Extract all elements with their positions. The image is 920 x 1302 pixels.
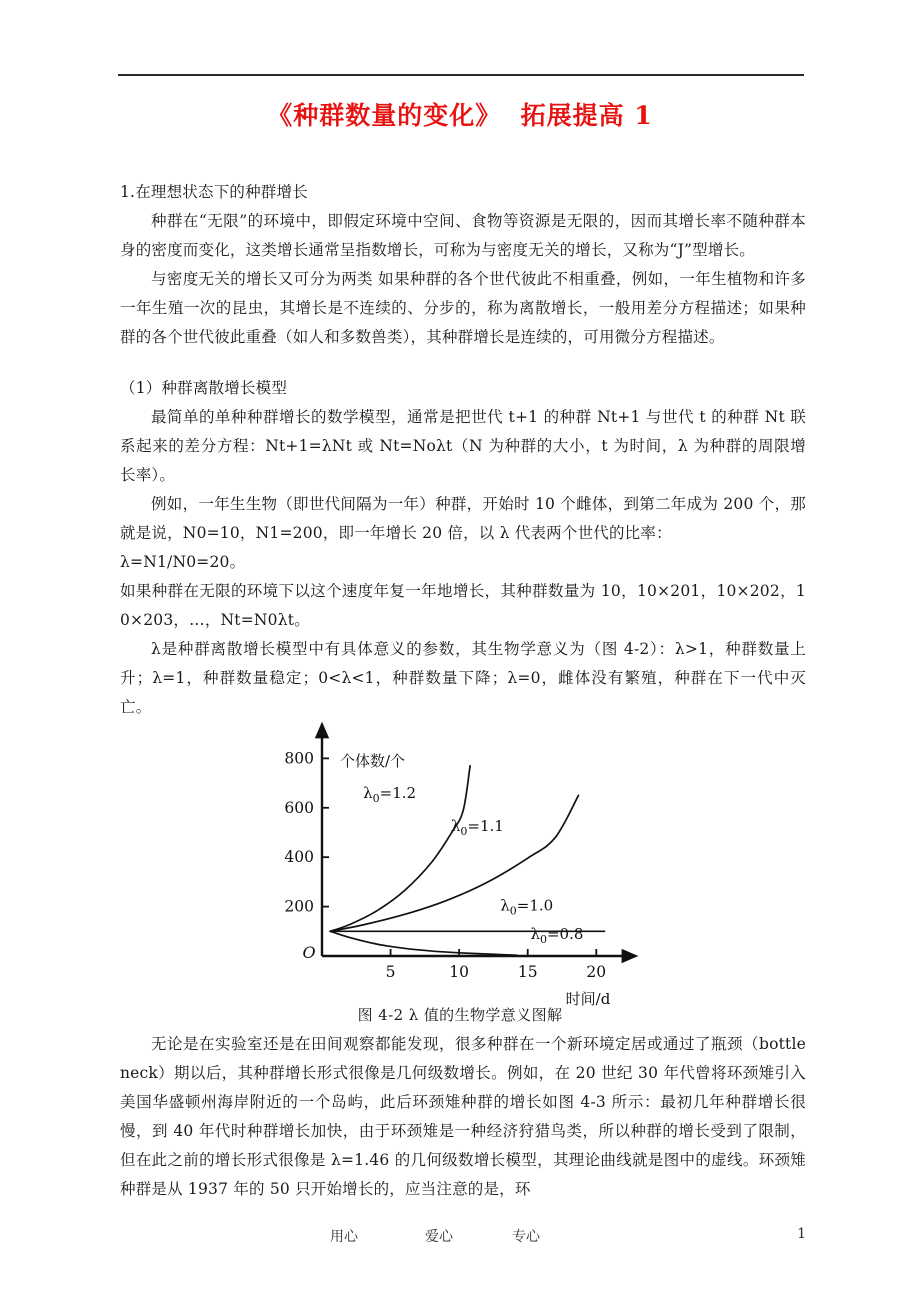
section-heading-2: （1）种群离散增长模型 — [120, 379, 288, 397]
figure-canvas — [280, 718, 640, 1008]
section-heading-1: 1.在理想状态下的种群增长 — [120, 183, 308, 201]
curve-annotation: $\lambda_0=1.1$ — [450, 817, 504, 839]
figure-caption: 图 4-2 λ 值的生物学意义图解 — [357, 1006, 563, 1024]
footer-slot-3: 专心 — [512, 1229, 540, 1245]
curve-annotation: $\lambda_0=1.0$ — [500, 896, 554, 918]
lambda-growth-chart — [280, 718, 640, 1008]
body-text-column — [120, 178, 806, 722]
paragraph-3: 最简单的单种种群增长的数学模型，通常是把世代 t+1 的种群 Nt+1 与世代 t 的种群 Nt 联系起来的差分方程：Nt+1=λNt 或 Nt=Noλt（N 为种群的大小，t 为时间，λ 为种群的周限增长率）。 — [120, 408, 806, 484]
footer-slot-2: 爱心 — [425, 1229, 453, 1245]
x-tick-label: 15 — [517, 963, 538, 981]
header-rule — [118, 74, 804, 76]
paragraph-4: 例如，一年生生物（即世代间隔为一年）种群，开始时 10 个雌体，到第二年成为 200 个，那就是说，N0=10，N1=200，即一年增长 20 倍，以 λ 代表两个世代的比率： — [120, 495, 806, 542]
x-tick-label: 5 — [385, 963, 396, 981]
paragraph-spacer — [120, 352, 806, 374]
y-tick-label: 800 — [284, 749, 314, 768]
paragraph-7: λ是种群离散增长模型中有具体意义的参数，其生物学意义为（图 4-2）：λ>1，种群数量上升；λ=1，种群数量稳定；0<λ<1，种群数量下降；λ=0，雌体没有繁殖，种群在下一代中灭亡。 — [120, 640, 806, 716]
page-footer — [120, 1226, 806, 1248]
x-axis-label: 时间/d — [565, 990, 611, 1008]
y-axis-label: 个体数/个 — [340, 752, 406, 770]
tail-text-column — [120, 1030, 806, 1204]
paragraph-8: 无论是在实验室还是在田间观察都能发现，很多种群在一个新环境定居或通过了瓶颈（bottle neck）期以后，其种群增长形式很像是几何级数增长。例如，在 20 世纪 30 年代曾将环颈雉引入美国华盛顿州海岸附近的一个岛屿，此后环颈雉种群的增长如图 4-3 所示：最初几年种群增长很慢，到 40 年代时种群增长加快，由于环颈雉是一种经济狩猎鸟类，所以种群的增长受到了限制，但在此之前的增长形式很像是 λ=1.46 的几何级数增长模型，其理论曲线就是图中的虚线。环颈雉种群是从 1937 年的 50 只开始增长的，应当注意的是，环 — [120, 1035, 806, 1198]
paragraph-5: λ=N1/N0=20。 — [120, 553, 246, 571]
page-number: 1 — [797, 1226, 806, 1242]
x-tick-label: 10 — [449, 963, 470, 981]
paragraph-1: 种群在“无限”的环境中，即假定环境中空间、食物等资源是无限的，因而其增长率不随种群本身的密度而变化，这类增长通常呈指数增长，可称为与密度无关的增长，又称为“J”型增长。 — [120, 212, 806, 259]
y-tick-label: 400 — [284, 848, 314, 867]
x-tick-label: 20 — [586, 963, 607, 981]
paragraph-6: 如果种群在无限的环境下以这个速度年复一年地增长，其种群数量为 10，10×201，10×202，10×203，…，Nt=N0λt。 — [120, 582, 806, 629]
page-title: 《种群数量的变化》 拓展提高 1 — [267, 101, 653, 130]
figure-4-2 — [0, 718, 920, 1008]
footer-slot-1: 用心 — [330, 1229, 358, 1245]
paragraph-2: 与密度无关的增长又可分为两类 如果种群的各个世代彼此不相重叠，例如，一年生植物和许多一年生殖一次的昆虫，其增长是不连续的、分步的，称为离散增长，一般用差分方程描述；如果种群的各个世代彼此重叠（如人和多数兽类），其种群增长是连续的，可用微分方程描述。 — [120, 270, 806, 346]
y-tick-label: 600 — [284, 798, 314, 817]
y-tick-label: 200 — [284, 897, 314, 916]
origin-label: O — [302, 943, 316, 962]
curve-annotation: $\lambda_0=1.2$ — [363, 783, 417, 805]
curve-annotation: $\lambda_0=0.8$ — [530, 925, 584, 947]
curve-0.8 — [330, 931, 517, 955]
